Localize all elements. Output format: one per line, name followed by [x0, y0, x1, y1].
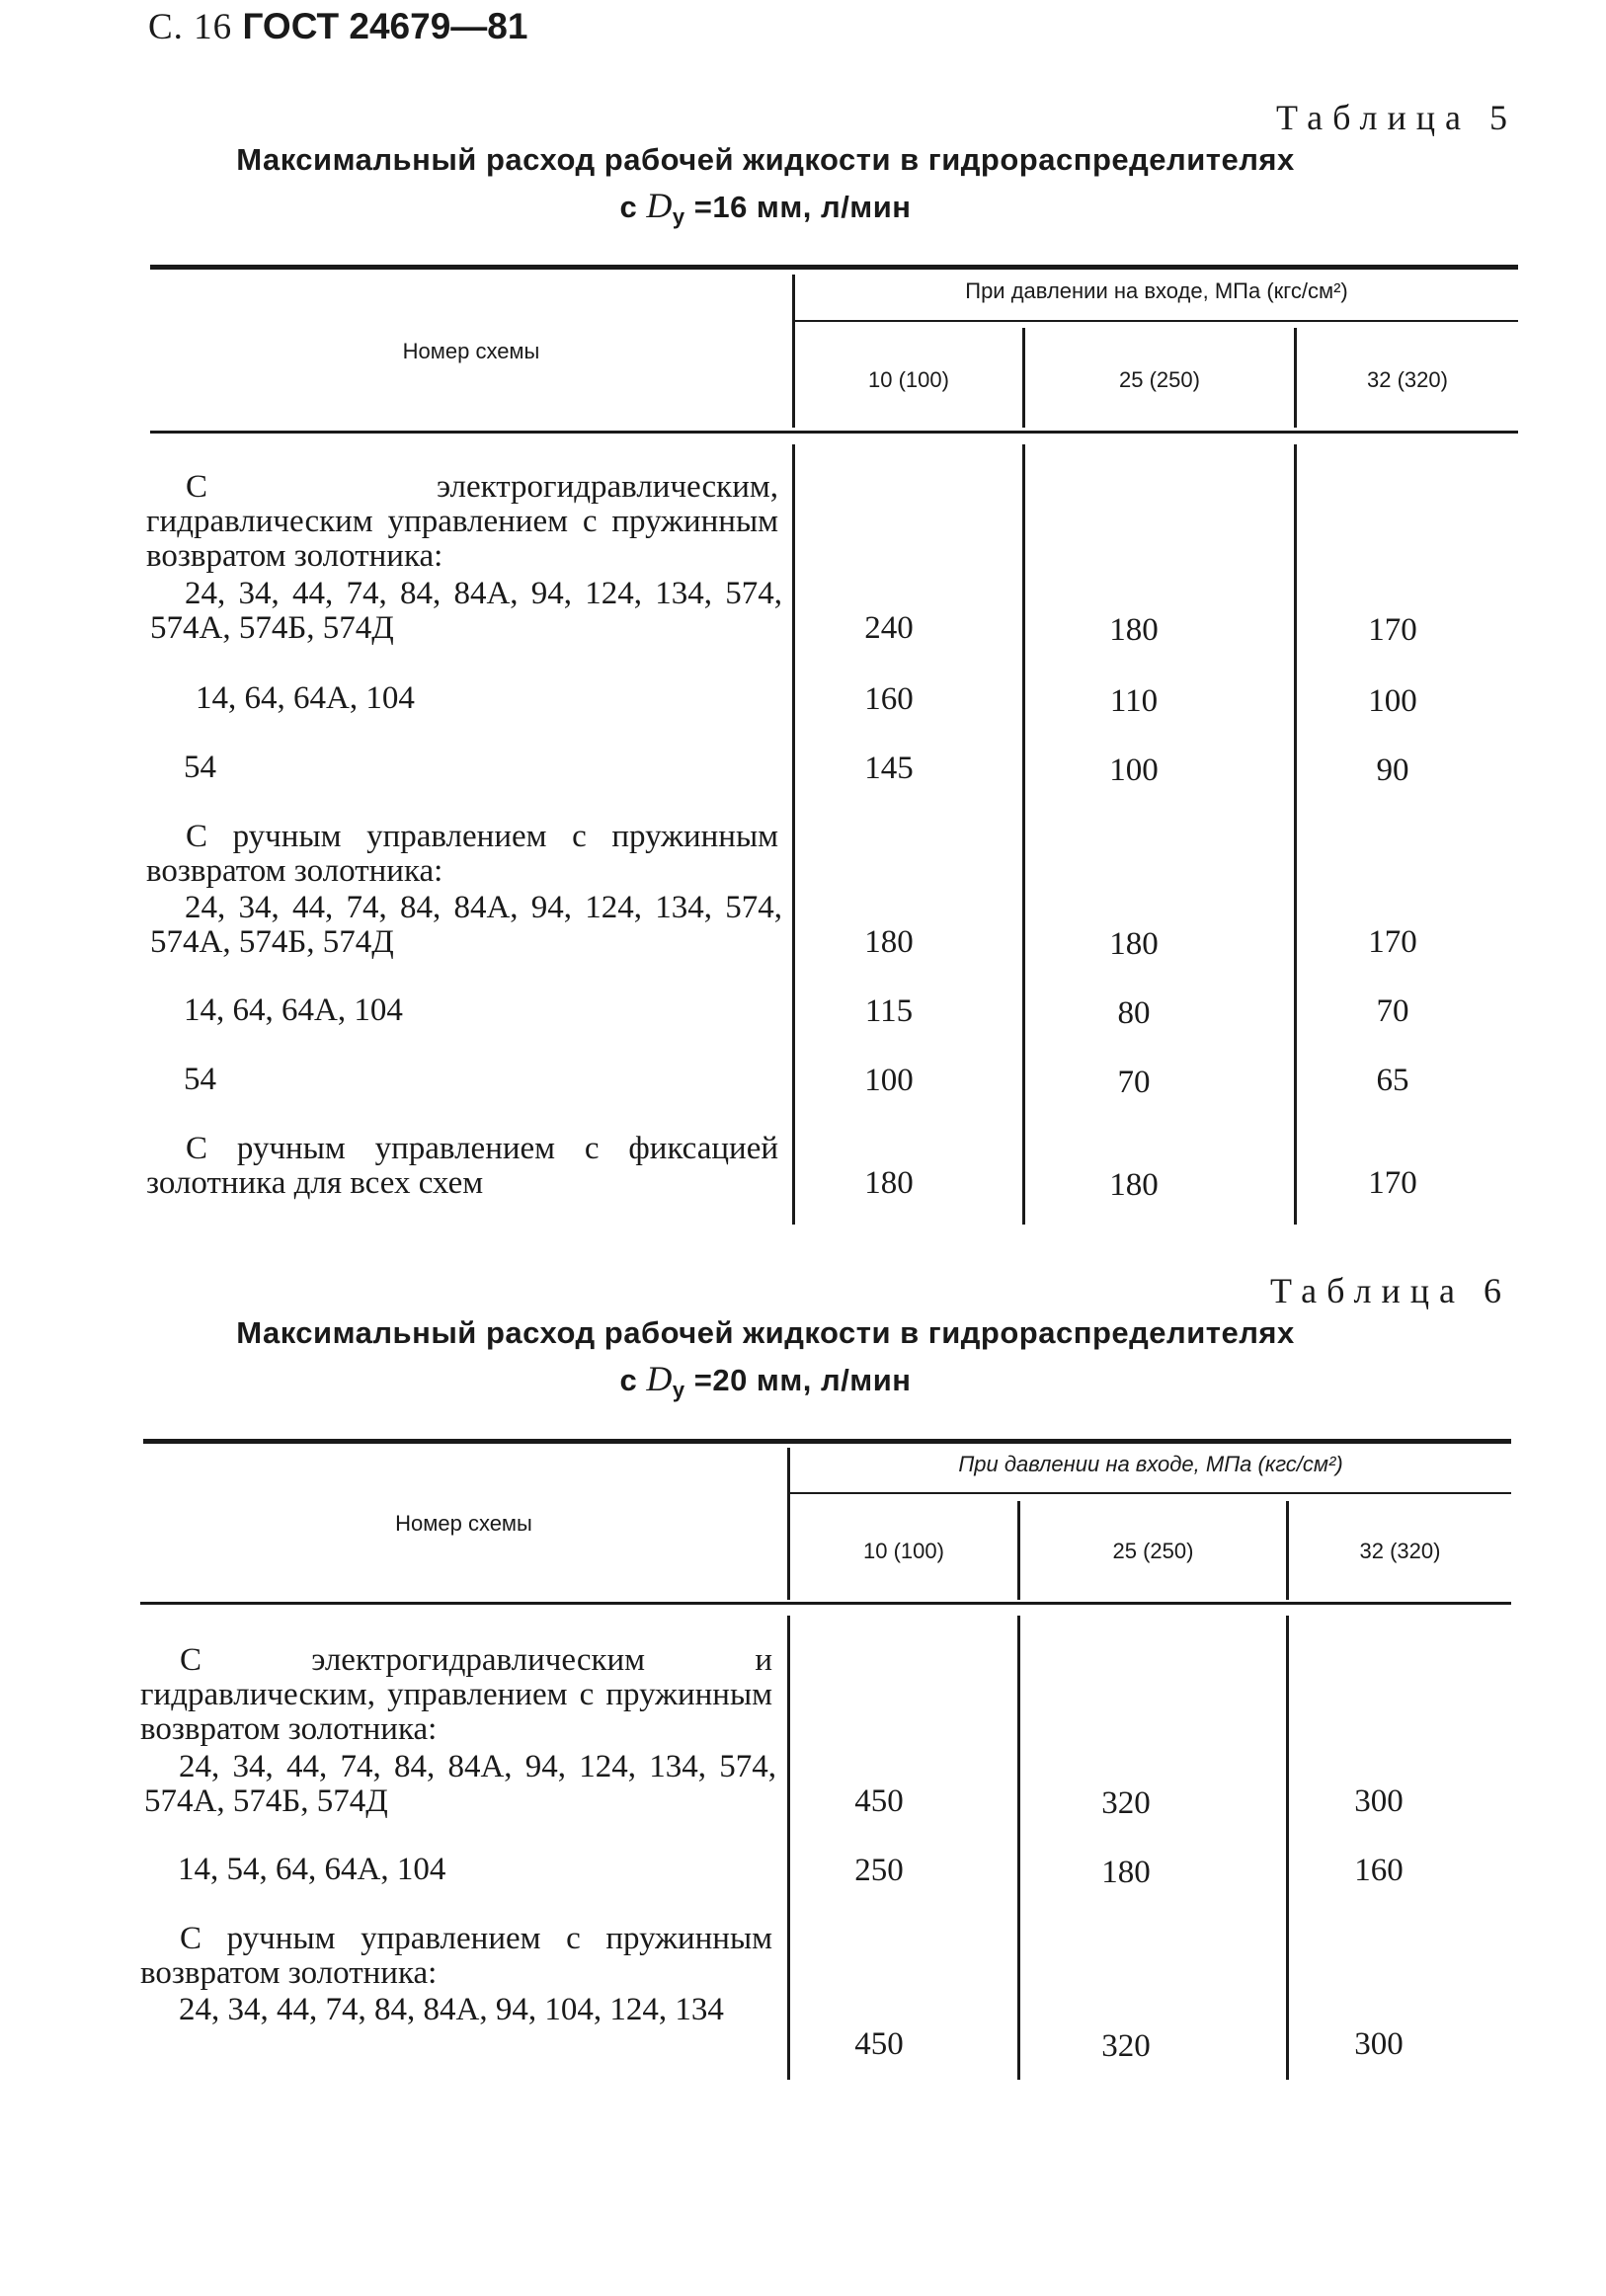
table-5-row-8-val-32: 170: [1368, 1165, 1417, 1201]
table-6-label: Таблица 6: [1270, 1271, 1511, 1310]
table-5-row-2-val-25: 110: [1109, 683, 1159, 719]
table-5-row-3-schemes: 54: [184, 750, 216, 785]
table-5-title: Максимальный расход рабочей жидкости в гидрораспределителях: [236, 142, 1295, 177]
table-6-col-scheme: Номер схемы: [395, 1511, 532, 1536]
table-6-pressure-32: 32 (320): [1359, 1539, 1441, 1563]
table-5-row-5-val-32: 170: [1368, 924, 1417, 960]
table-5-header-rule: [150, 431, 1518, 434]
table-5-row-8-val-25: 180: [1109, 1167, 1159, 1203]
table-5-pressure-rule: [793, 320, 1518, 322]
table-5-row-7-val-25: 70: [1117, 1065, 1151, 1100]
table-5-body-vline-3: [1294, 444, 1297, 1225]
table-5-row-6-schemes: 14, 64, 64А, 104: [184, 992, 403, 1028]
table-5-row-5-val-25: 180: [1109, 926, 1159, 962]
table-6-top-rule: [143, 1439, 1511, 1444]
table-6-group-electrohydraulic: С электрогидравлическим и гидравлическим, управлением с пружинным возвратом золотника:: [140, 1642, 772, 1747]
table-6-subtitle: с $D_у =20$ мм, л/мин: [619, 1359, 912, 1403]
table-5-col-pressure: При давлении на входе, МПа (кгс/см²): [965, 278, 1348, 303]
table-6-row-4-val-25: 320: [1101, 2028, 1151, 2064]
table-5-label: Таблица 5: [1276, 98, 1517, 137]
table-5-row-5-val-10: 180: [864, 924, 914, 960]
table-6-row-1-val-25: 320: [1101, 1785, 1151, 1821]
table-5-row-6-val-32: 70: [1376, 993, 1409, 1029]
table-6-row-2-schemes: 14, 54, 64, 64А, 104: [178, 1852, 446, 1887]
table-6-col-pressure: При давлении на входе, МПа (кгс/см²): [958, 1452, 1343, 1476]
table-5-row-1-val-25: 180: [1109, 612, 1159, 648]
table-6-header-rule: [140, 1602, 1511, 1605]
table-6-body-vline-2: [1017, 1616, 1020, 2080]
page-number: С. 16: [148, 7, 233, 47]
table-5-row-1-schemes: 24, 34, 44, 74, 84, 84А, 94, 124, 134, 574, 574А, 574Б, 574Д: [150, 576, 782, 646]
table-5-row-1-val-32: 170: [1368, 612, 1417, 648]
table-5-subtitle: с $D_у =16$ мм, л/мин: [619, 186, 912, 230]
table-5-row-2-val-32: 100: [1368, 683, 1417, 719]
table-5-row-3-val-32: 90: [1376, 752, 1409, 788]
table-6-row-1-val-10: 450: [854, 1783, 904, 1819]
table-5-row-3-val-25: 100: [1109, 752, 1159, 788]
table-5-row-1-val-10: 240: [864, 610, 914, 646]
table-5-body-vline-2: [1022, 444, 1025, 1225]
table-5-group-electrohydraulic: С электрогидравлическим, гидравлическим управлением с пружинным возвратом золотника:: [146, 469, 778, 574]
table-5-row-7-val-32: 65: [1376, 1063, 1409, 1098]
table-5-row-2-schemes: 14, 64, 64А, 104: [196, 680, 415, 716]
table-6-row-4-val-32: 300: [1354, 2026, 1404, 2062]
table-5-row-6-val-25: 80: [1117, 995, 1151, 1031]
table-5-row-5-schemes: 24, 34, 44, 74, 84, 84А, 94, 124, 134, 574, 574А, 574Б, 574Д: [150, 890, 782, 960]
table-5-row-6-val-10: 115: [864, 993, 914, 1029]
table-6-title: Максимальный расход рабочей жидкости в гидрораспределителях: [236, 1315, 1295, 1350]
table-5-pressure-32: 32 (320): [1367, 367, 1448, 392]
table-6-caption: [148, 1309, 1383, 1413]
table-6-row-2-val-25: 180: [1101, 1855, 1151, 1890]
table-5-pressure-10: 10 (100): [868, 367, 949, 392]
table-6-row-4-val-10: 450: [854, 2026, 904, 2062]
table-6-pressure-10: 10 (100): [863, 1539, 944, 1563]
table-6-pressure-25: 25 (250): [1112, 1539, 1194, 1563]
table-5-row-3-val-10: 145: [864, 751, 914, 786]
table-5-body-vline-1: [792, 444, 795, 1225]
table-5-row-7-schemes: 54: [184, 1062, 216, 1097]
page-header: [148, 6, 527, 48]
table-6-row-4-schemes: 24, 34, 44, 74, 84, 84А, 94, 104, 124, 134: [179, 1992, 724, 2027]
table-5-row-8-val-10: 180: [864, 1165, 914, 1201]
table-5-caption: [148, 136, 1383, 240]
table-6-row-2-val-10: 250: [854, 1853, 904, 1888]
table-5-top-rule: [150, 265, 1518, 270]
table-5-row-8-fixation: С ручным управлением с фиксацией золотника для всех схем: [146, 1131, 778, 1201]
table-6-row-2-val-32: 160: [1354, 1853, 1404, 1888]
table-6-body-vline-3: [1286, 1616, 1289, 2080]
table-6-row-1-schemes: 24, 34, 44, 74, 84, 84А, 94, 124, 134, 574, 574А, 574Б, 574Д: [144, 1749, 776, 1819]
table-5-group-manual-spring: С ручным управлением с пружинным возвратом золотника:: [146, 819, 778, 889]
table-5-row-2-val-10: 160: [864, 681, 914, 717]
table-6-row-1-val-32: 300: [1354, 1783, 1404, 1819]
table-5-row-7-val-10: 100: [864, 1063, 914, 1098]
table-5-col-scheme: Номер схемы: [402, 339, 540, 363]
table-6-body-vline-1: [787, 1616, 790, 2080]
table-5-pressure-25: 25 (250): [1119, 367, 1200, 392]
table-6-group-manual-spring: С ручным управлением с пружинным возвратом золотника:: [140, 1921, 772, 1991]
table-6-pressure-rule: [789, 1492, 1511, 1494]
standard-number: ГОСТ 24679—81: [242, 6, 528, 46]
